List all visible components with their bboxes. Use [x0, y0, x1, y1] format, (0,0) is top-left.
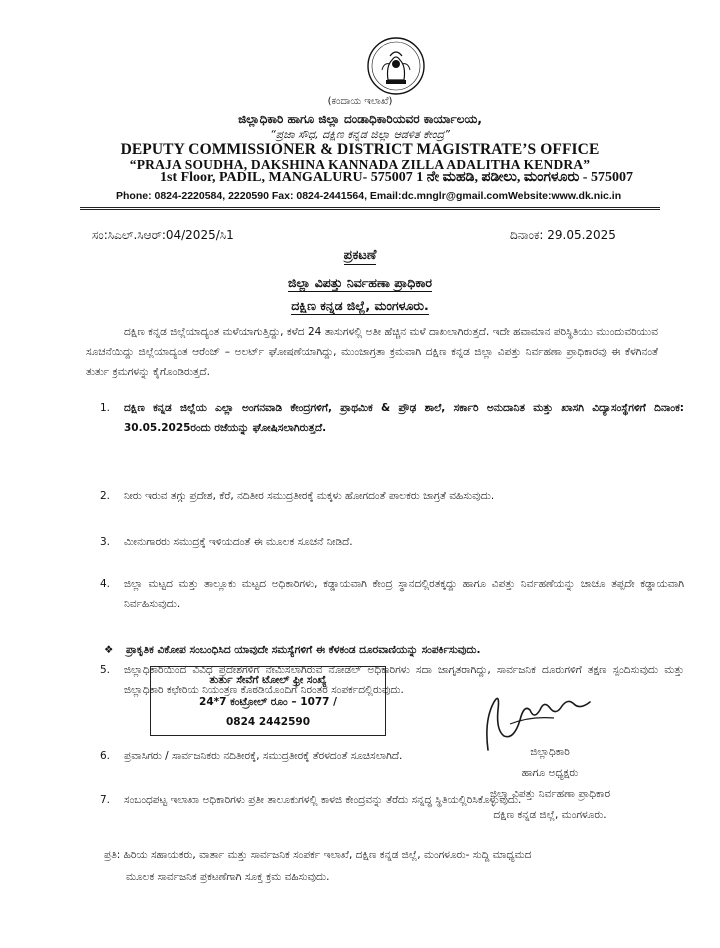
- list-item-number: 3.: [100, 536, 111, 548]
- office-name-english: DEPUTY COMMISSIONER & DISTRICT MAGISTRATE’S OFFICE: [120, 141, 600, 158]
- header-divider-secondary: [80, 209, 660, 210]
- authority-location-text: ದಕ್ಷಿಣ ಕನ್ನಡ ಜಿಲ್ಲೆ, ಮಂಗಳೂರು.: [291, 298, 429, 313]
- list-item-text: ಜಿಲ್ಲಾ ಮಟ್ಟದ ಮತ್ತು ತಾಲ್ಲೂಕು ಮಟ್ಟದ ಅಧಿಕಾರಿಗಳು, ಕಡ್ಡಾಯವಾಗಿ ಕೇಂದ್ರ ಸ್ಥಾನದಲ್ಲಿರತಕ್ಕದ್ದು ಹಾಗೂ ವಿಪತ್ತು ನಿರ್ವಹಣೆಯನ್ನು ಚಾಚೂ ತಪ್ಪದೇ ಕಡ್ಡಾಯವಾಗಿ ನಿರ್ವಹಿಸುವುದು.: [124, 578, 684, 610]
- list-item: [100, 398, 684, 438]
- copy-to-line-2: ಮೂಲಕ ಸಾರ್ವಜನಿಕ ಪ್ರಕಟಣೆಗಾಗಿ ಸೂಕ್ತ ಕ್ರಮ ವಹಿಸುವುದು.: [126, 871, 330, 883]
- intro-paragraph: ದಕ್ಷಿಣ ಕನ್ನಡ ಜಿಲ್ಲೆಯಾದ್ಯಂತ ಮಳೆಯಾಗುತ್ತಿದ್ದು, ಕಳೆದ 24 ತಾಸುಗಳಲ್ಲಿ ಅತೀ ಹೆಚ್ಚಿನ ಮಳೆ ದಾಖಲಾಗಿರುತ್ತದೆ. ಇದೇ ಹವಾಮಾನ ಪರಿಸ್ಥಿತಿಯು ಮುಂದುವರಿಯುವ ಸೂಚನೆಯಿದ್ದು ಜಿಲ್ಲೆಯಾದ್ಯಂತ ಆರೆಂಜ್ – ಅಲರ್ಟ್ ಘೋಷಣೆಯಾಗಿದ್ದು, ಮುಂಜಾಗ್ರತಾ ಕ್ರಮವಾಗಿ ದಕ್ಷಿಣ ಕನ್ನಡ ಜಿಲ್ಲಾ ವಿಪತ್ತು ನಿರ್ವಹಣಾ ಪ್ರಾಧಿಕಾರವು ಈ ಕೆಳಗಿನಂತೆ ತುರ್ತು ಕ್ರಮಗಳನ್ನು ಕೈಗೊಂಡಿರುತ್ತದೆ.: [86, 326, 658, 378]
- copy-to-block: [104, 844, 664, 888]
- office-address-kannada: “ಪ್ರಜಾ ಸೌಧ, ದಕ್ಷಿಣ ಕನ್ನಡ ಜಿಲ್ಲಾ ಆಡಳಿತ ಕೇಂದ್ರ”: [270, 128, 450, 141]
- list-item-number: 2.: [100, 490, 111, 502]
- list-item-number: 4.: [100, 578, 111, 590]
- list-item-number: 7.: [100, 794, 111, 806]
- diamond-bullet-icon: ❖: [104, 644, 114, 656]
- signatory-block: [440, 742, 660, 826]
- helpline-control-room: 24*7 ಕಂಟ್ರೋಲ್ ರೂಂ – 1077 /: [199, 696, 337, 708]
- helpline-title: ತುರ್ತು ಸೇವೆಗೆ ಟೋಲ್ ಫ್ರೀ ಸಂಖ್ಯೆ: [209, 674, 327, 686]
- list-item-text: ನೀರು ಇರುವ ತಗ್ಗು ಪ್ರದೇಶ, ಕೆರೆ, ನದಿತೀರ ಸಮುದ್ರತೀರಕ್ಕೆ ಮಕ್ಕಳು ಹೋಗದಂತೆ ಪಾಲಕರು ಜಾಗ್ರತೆ ವಹಿಸುವುದು.: [124, 490, 495, 502]
- authority-name: [60, 275, 660, 291]
- copy-to-line-1: ಪ್ರತಿ: ಹಿರಿಯ ಸಹಾಯಕರು, ವಾರ್ತಾ ಮತ್ತು ಸಾರ್ವಜನಿಕ ಸಂಪರ್ಕ ಇಲಾಖೆ, ದಕ್ಷಿಣ ಕನ್ನಡ ಜಿಲ್ಲೆ, ಮಂಗಳೂರು- ಸುದ್ದಿ ಮಾಧ್ಯಮದ: [104, 849, 532, 861]
- karnataka-emblem-icon: [366, 36, 426, 96]
- signatory-role: ಹಾಗೂ ಅಧ್ಯಕ್ಷರು: [521, 767, 579, 779]
- signatory-authority: ಜಿಲ್ಲಾ ವಿಪತ್ತು ನಿರ್ವಹಣಾ ಪ್ರಾಧಿಕಾರ: [489, 788, 611, 800]
- list-item-number: 1.: [100, 402, 111, 414]
- helpline-number: 0824 2442590: [225, 716, 311, 728]
- list-item-text: ಜಿಲ್ಲಾಧಿಕಾರಿಯಿಂದ ವಿವಿಧ ಪ್ರದೇಶಗಳಿಗೆ ನೇಮಿಸಲಾಗಿರುವ ನೋಡಲ್ ಅಧಿಕಾರಿಗಳು ಸದಾ ಜಾಗೃತರಾಗಿದ್ದು, ಸಾರ್ವಜನಿಕ ದೂರುಗಳಿಗೆ ತಕ್ಷಣ ಸ್ಪಂದಿಸುವುದು ಮತ್ತು ಜಿಲ್ಲಾಧಿಕಾರಿ ಕಛೇರಿಯ ನಿಯಂತ್ರಣ ಕೊಠಡಿಯೊಂದಿಗೆ ನಿರಂತರ ಸಂಪರ್ಕದಲ್ಲಿರುವುದು.: [124, 664, 684, 696]
- contact-note: [104, 644, 664, 657]
- reference-number: ಸಂ:ಸಿಎಲ್.ಸಿಆರ್:04/2025/ಸಿ1: [92, 228, 234, 242]
- notice-title: [60, 248, 660, 263]
- notice-date: ದಿನಾಂಕ: 29.05.2025: [510, 228, 616, 242]
- notice-title-text: ಪ್ರಕಟಣೆ: [343, 248, 377, 263]
- office-address-english: “PRAJA SOUDHA, DAKSHINA KANNADA ZILLA ADALITHA KENDRA”: [129, 157, 591, 172]
- list-item-text: ಪ್ರವಾಸಿಗರು / ಸಾರ್ವಜನಿಕರು ನದಿತೀರಕ್ಕೆ, ಸಮುದ್ರತೀರಕ್ಕೆ ತೆರಳದಂತೆ ಸೂಚಿಸಲಾಗಿದೆ.: [124, 750, 403, 762]
- list-item-number: 5.: [100, 664, 111, 676]
- department-name: (ಕಂದಾಯ ಇಲಾಖೆ): [327, 96, 393, 107]
- list-item-text: ಮೀನುಗಾರರು ಸಮುದ್ರಕ್ಕೆ ಇಳಿಯದಂತೆ ಈ ಮೂಲಕ ಸೂಚನೆ ನೀಡಿದೆ.: [124, 536, 353, 548]
- header-divider: [80, 207, 660, 208]
- authority-location: [60, 298, 660, 314]
- authority-name-text: ಜಿಲ್ಲಾ ವಿಪತ್ತು ನಿರ್ವಹಣಾ ಪ್ರಾಧಿಕಾರ: [287, 275, 433, 290]
- list-item: [100, 532, 684, 552]
- list-item-number: 6.: [100, 750, 111, 762]
- list-item: [100, 486, 684, 506]
- signatory-location: ದಕ್ಷಿಣ ಕನ್ನಡ ಜಿಲ್ಲೆ, ಮಂಗಳೂರು.: [493, 809, 607, 821]
- office-name-kannada: ಜಿಲ್ಲಾಧಿಕಾರಿ ಹಾಗೂ ಜಿಲ್ಲಾ ದಂಡಾಧಿಕಾರಿಯವರ ಕಾರ್ಯಾಲಯ,: [238, 112, 482, 126]
- list-item-text: ಸಂಬಂಧಪಟ್ಟ ಇಲಾಖಾ ಅಧಿಕಾರಿಗಳು ಪ್ರತೀ ತಾಲೂಕುಗಳಲ್ಲಿ ಕಾಳಜಿ ಕೇಂದ್ರವನ್ನು ತೆರೆದು ಸನ್ನದ್ಧ ಸ್ಥಿತಿಯಲ್ಲಿರಿಸಿಕೊಳ್ಳುವುದು.: [124, 794, 522, 806]
- helpline-box: [150, 666, 386, 736]
- contact-details: Phone: 0824-2220584, 2220590 Fax: 0824-2441564, Email:dc.mnglr@gmail.comWebsite:www.dk.nic.in: [116, 190, 622, 202]
- floor-address: 1st Floor, PADIL, MANGALURU- 575007 1 ನೇ ಮಹಡಿ, ಪಡೀಲು, ಮಂಗಳೂರು - 575007: [160, 170, 633, 185]
- signatory-title: ಜಿಲ್ಲಾಧಿಕಾರಿ: [530, 746, 570, 758]
- contact-note-text: ಪ್ರಾಕೃತಿಕ ವಿಕೋಪ ಸಂಬಂಧಿಸಿದ ಯಾವುದೇ ಸಮಸ್ಯೆಗಳಿಗೆ ಈ ಕೆಳಕಂಡ ದೂರವಾಣಿಯನ್ನು ಸಂಪರ್ಕಿಸುವುದು.: [126, 644, 481, 656]
- list-item: [100, 574, 684, 614]
- list-item-text: ದಕ್ಷಿಣ ಕನ್ನಡ ಜಿಲ್ಲೆಯ ಎಲ್ಲಾ ಅಂಗನವಾಡಿ ಕೇಂದ್ರಗಳಿಗೆ, ಪ್ರಾಥಮಿಕ & ಪ್ರೌಢ ಶಾಲೆ, ಸರ್ಕಾರಿ ಅನುದಾನಿತ ಮತ್ತು ಖಾಸಗಿ ವಿದ್ಯಾಸಂಸ್ಥೆಗಳಿಗೆ ದಿನಾಂಕ: 30.05.2025ರಂದು ರಜೆಯನ್ನು ಘೋಷಿಸಲಾಗಿರುತ್ತದೆ.: [124, 402, 684, 434]
